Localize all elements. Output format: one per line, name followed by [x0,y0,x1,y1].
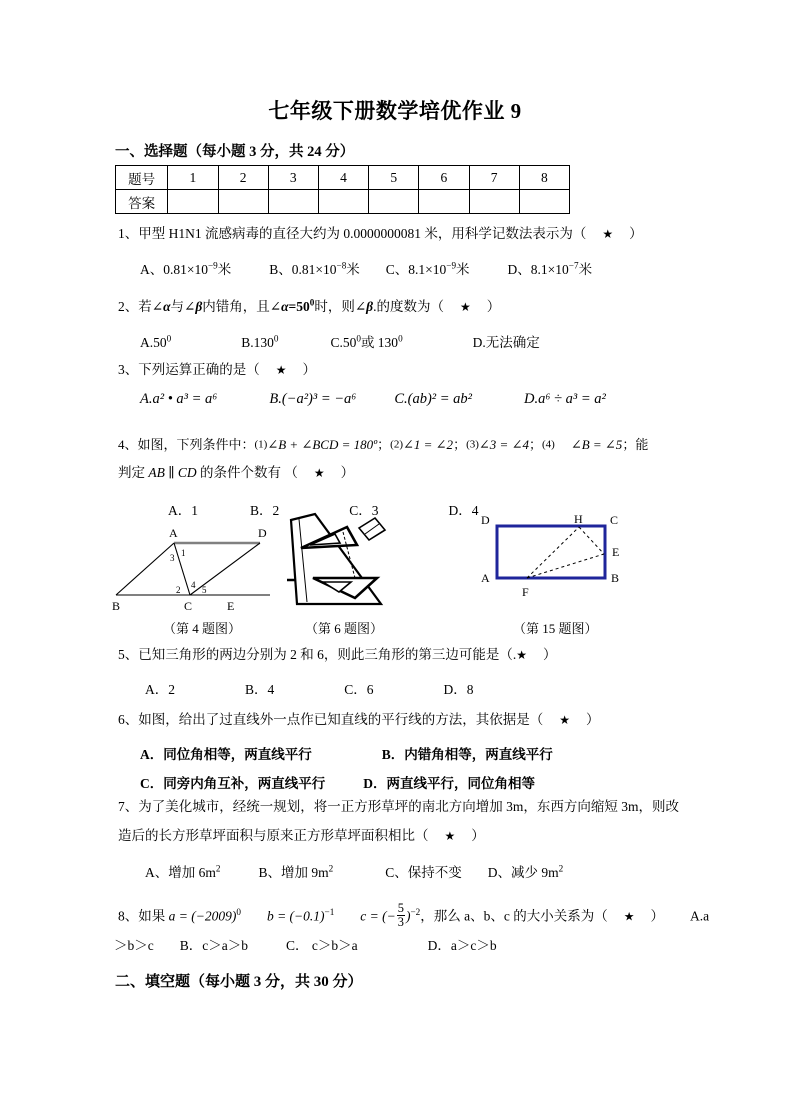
question-7-stem-line2: 造后的长方形草坪面积与原来正方形草坪面积相比（ ★ ） [118,828,485,843]
svg-text:5: 5 [202,585,207,595]
svg-text:A: A [481,571,490,585]
table-row [116,190,570,214]
question-5-stem: 5、已知三角形的两边分别为 2 和 6，则此三角形的第三边可能是（.★ ） [118,647,557,662]
figure-question-6 [285,512,400,619]
option-b[interactable]: B．2 [250,503,280,518]
option-c[interactable]: C．3 [349,503,379,518]
option-a[interactable]: A．同位角相等，两直线平行 [140,747,312,762]
answer-cell[interactable] [168,190,218,214]
question-7-stem-line1: 7、为了美化城市，经统一规划，将一正方形草坪的南北方向增加 3m，东西方向缩短 3m，则改 [118,799,680,814]
question-2-stem: 2、若∠α与∠β内错角，且$\angle\alpha=50^0$时，则∠β.的度数为（ ★ ） [118,297,501,314]
answer-cell[interactable] [268,190,318,214]
svg-text:2: 2 [176,585,181,595]
question-4-stem-line2: 判定 AB ∥ CD 的条件个数有 （ ★ ） [118,465,355,480]
figure-question-15 [475,512,635,612]
option-d[interactable]: D．两直线平行，同位角相等 [363,776,535,791]
question-1-text: 1、甲型 H1N1 流感病毒的直径大约为 0.0000000081 米，用科学记数法表示为（ [118,226,587,241]
section-heading-fill: 二、填空题（每小题 3 分，共 30 分） [115,974,363,990]
fraction-five-thirds: $\frac{5}{3}$ [397,901,404,930]
table-cell-number: 8 [519,166,569,190]
alpha-symbol: α [163,299,171,314]
question-2-options [140,331,540,351]
table-cell-number: 4 [318,166,368,190]
svg-text:B: B [112,599,121,610]
option-d[interactable]: D.无法确定 [472,335,540,350]
question-8-stem: 8、如果 $a = (-2009)^0$ $b = (-0.1)^{-1}$ c = (− $\frac{5}{3}$ )$^{-2}$，那么 a、b、c 的大小关系为（ ★ ） A.a [118,901,710,930]
svg-text:A: A [169,526,178,540]
table-row-label-number: 题号 [116,166,168,190]
table-cell-number: 7 [469,166,519,190]
option-a[interactable]: A、$0.81\times 10^{-9}$米 [140,260,232,277]
figure-question-4 [112,515,282,615]
option-a-tail[interactable]: ＞b＞c [114,938,154,953]
table-cell-number: 3 [268,166,318,190]
option-a[interactable]: $A.50^0$ [140,333,172,350]
star-icon: ★ [444,829,456,843]
svg-text:E: E [227,599,235,610]
option-c[interactable]: C.(ab)² = ab² [394,391,473,407]
answer-table [115,165,570,214]
option-d[interactable]: D、$8.1\times 10^{-7}$米 [507,260,593,277]
svg-text:C: C [184,599,193,610]
option-b[interactable]: B.130$^0$ [241,333,279,350]
star-icon: ★ [275,363,287,377]
figure-4-caption: （第 4 题图） [163,621,242,636]
option-d[interactable]: D．8 [443,682,474,697]
svg-text:D: D [258,526,267,540]
option-a-head[interactable]: A.a [689,908,710,924]
question-4-stem-line1: 4、如图，下列条件中：(1)∠B + ∠BCD = 180º；(2)∠1 = ∠2；(3)∠3 = ∠4；(4) ∠B = ∠5；能 [118,437,649,452]
option-b[interactable]: B．c＞a＞b [179,938,248,953]
option-a[interactable]: A、增加 $6m^2$ [145,863,221,880]
answer-cell[interactable] [369,190,419,214]
option-c[interactable]: C、保持不变 [385,865,462,880]
option-c[interactable]: C．同旁内角互补，两直线平行 [140,776,326,791]
question-5-options [145,678,474,698]
star-icon: ★ [623,909,635,924]
option-b[interactable]: B、$0.81\times 10^{-8}$米 [269,260,360,277]
answer-cell[interactable] [519,190,569,214]
table-cell-number: 1 [168,166,218,190]
figure-6-svg [285,512,400,614]
answer-cell[interactable] [218,190,268,214]
question-3-options [140,391,606,408]
star-icon: ★ [459,300,471,314]
figure-15-caption: （第 15 题图） [513,621,598,636]
question-7-options [145,861,563,881]
table-cell-number: 5 [369,166,419,190]
svg-text:H: H [574,512,583,526]
svg-text:E: E [612,545,620,559]
table-row [116,166,570,190]
question-1-stem: 1、甲型 H1N1 流感病毒的直径大约为 0.0000000081 米，用科学记数法表示为（ ★ ） [118,226,643,241]
option-b[interactable]: B．4 [245,682,275,697]
question-6-options-row2 [140,772,535,792]
option-c[interactable]: C、$8.1\times 10^{-9}$米 [385,260,470,277]
option-d[interactable]: D、减少 $9m^2$ [487,863,564,880]
question-1-options [140,258,592,278]
star-icon: ★ [602,227,614,241]
svg-text:C: C [610,513,619,527]
table-row-label-answer: 答案 [116,190,168,214]
option-d[interactable]: D.a⁶ ÷ a³ = a² [524,391,606,407]
page-title: 七年级下册数学培优作业 9 [268,99,522,123]
question-6-options-row1 [140,743,553,763]
figure-4-svg [112,515,282,610]
question-8-options-line2 [114,934,497,954]
option-b[interactable]: B、增加 $9m^2$ [258,863,334,880]
answer-cell[interactable] [318,190,368,214]
svg-text:4: 4 [191,580,196,590]
figure-15-svg [475,512,635,607]
option-c[interactable]: C． c＞b＞a [286,938,358,953]
figure-6-caption: （第 6 题图） [305,621,384,636]
svg-text:F: F [522,585,529,599]
table-cell-number: 2 [218,166,268,190]
answer-cell[interactable] [419,190,469,214]
section-heading-choice: 一、选择题（每小题 3 分，共 24 分） [115,144,355,160]
question-3-stem: 3、下列运算正确的是（ ★ ） [118,362,317,377]
table-cell-number: 6 [419,166,469,190]
answer-cell[interactable] [469,190,519,214]
option-c[interactable]: C．6 [344,682,374,697]
svg-text:1: 1 [181,548,186,558]
svg-text:B: B [611,571,620,585]
option-a[interactable]: A．2 [145,682,175,697]
star-icon: ★ [313,466,325,480]
option-a[interactable]: A．1 [168,503,198,518]
beta-symbol: β [195,299,203,314]
svg-text:3: 3 [170,553,175,563]
star-icon: ★ [516,648,528,662]
option-c[interactable]: $C.50^0$或 $130^0$ [330,333,403,350]
svg-text:D: D [481,513,490,527]
option-d[interactable]: D．a＞c＞b [427,938,497,953]
question-6-stem: 6、如图，给出了过直线外一点作已知直线的平行线的方法，其依据是（ ★ ） [118,712,600,727]
option-b[interactable]: B．内错角相等，两直线平行 [381,747,553,762]
option-b[interactable]: B.(−a²)³ = −a⁶ [269,391,357,407]
option-d[interactable]: D．4 [448,503,479,518]
option-a[interactable]: A.a² • a³ = a⁶ [140,391,218,407]
star-icon: ★ [559,713,571,727]
